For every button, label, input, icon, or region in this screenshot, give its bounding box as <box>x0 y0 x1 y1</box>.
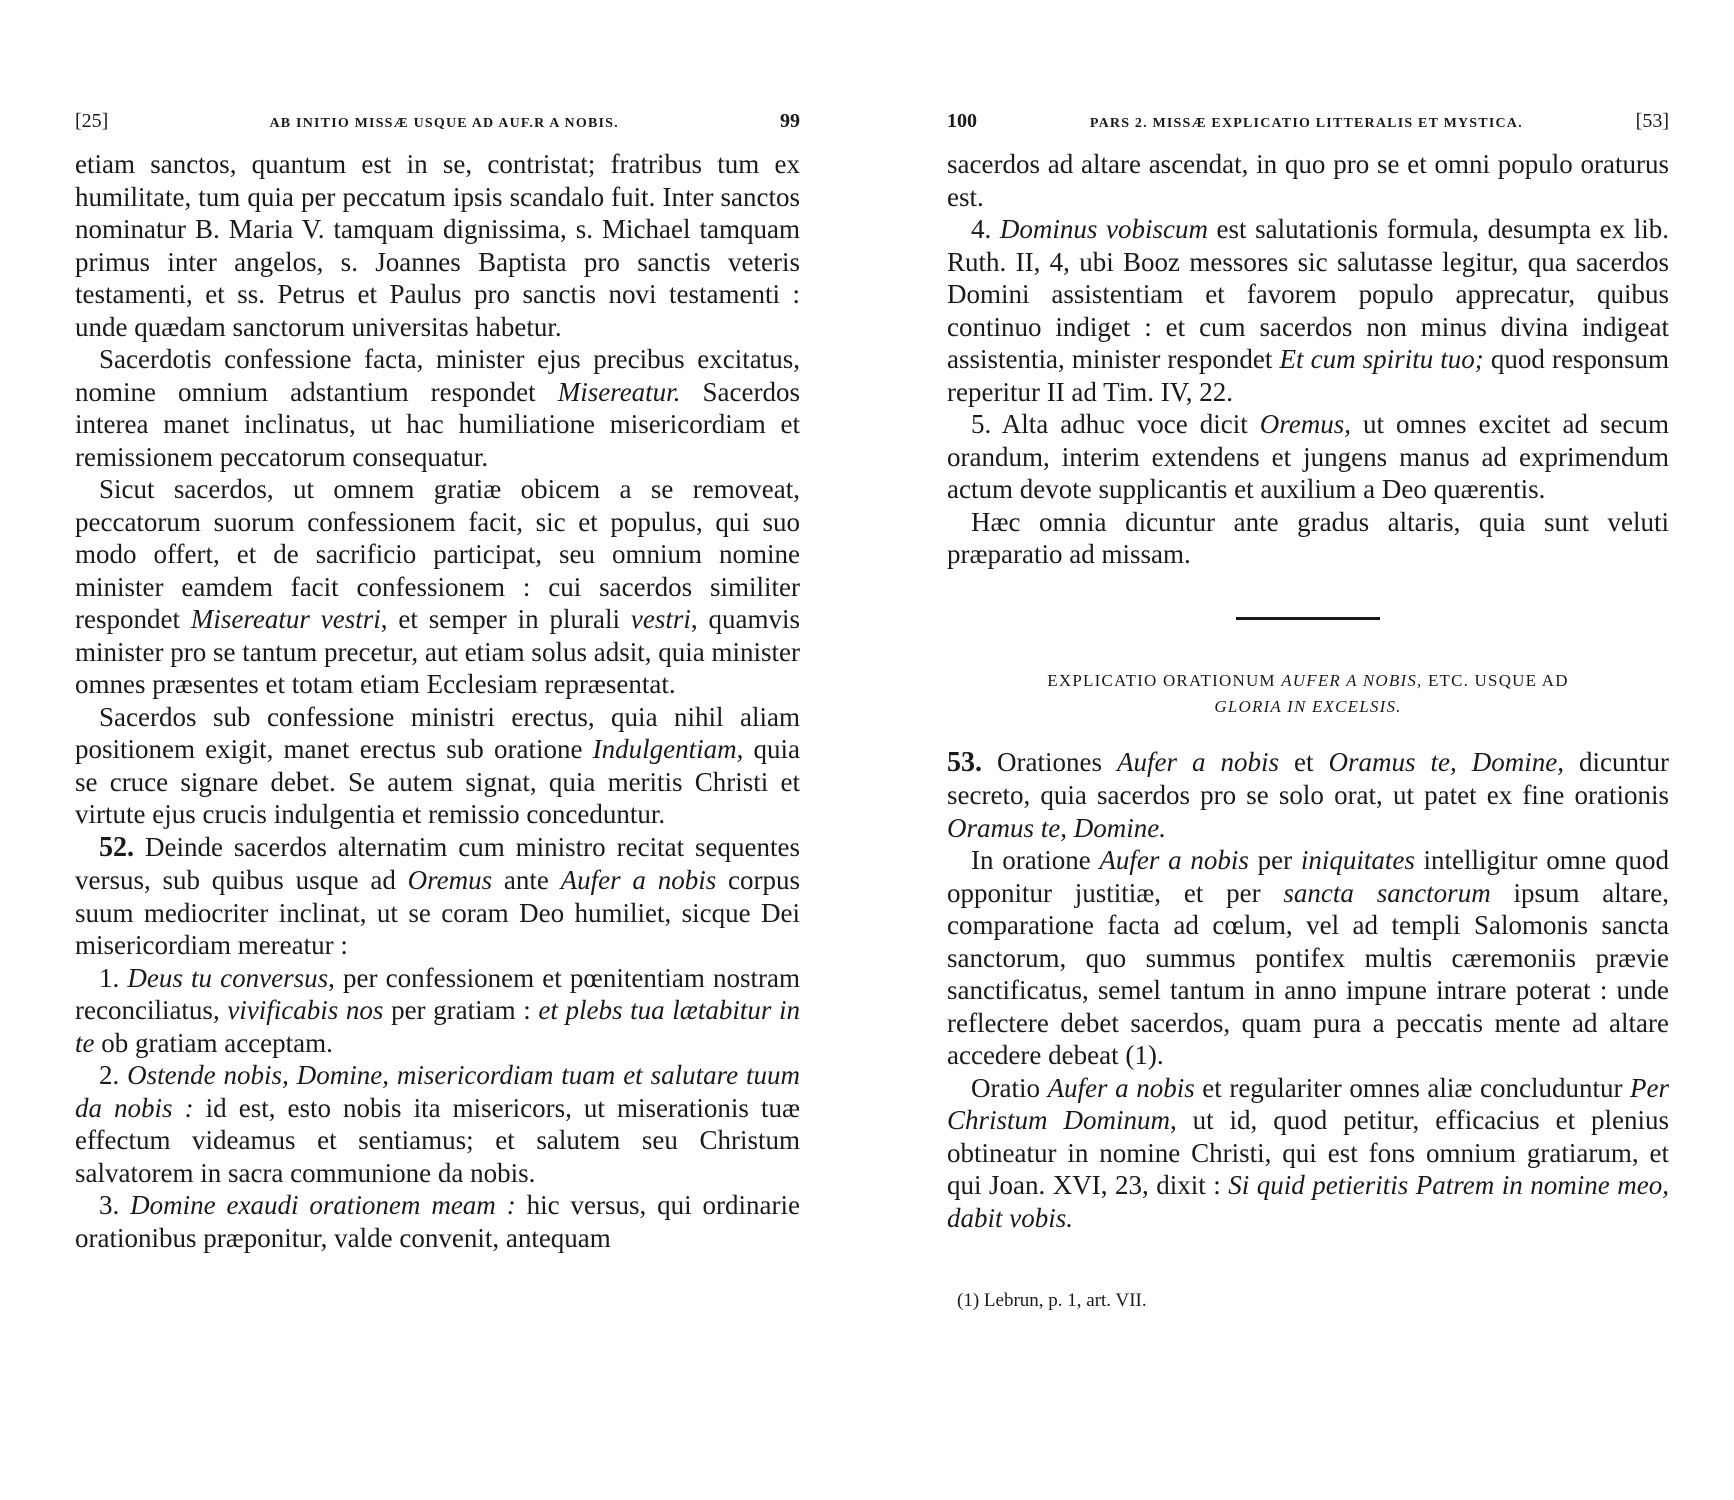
left-page <box>75 110 800 1254</box>
divider-rule <box>1236 617 1380 620</box>
paragraph: Oratio Aufer a nobis et regulariter omnes aliæ concluduntur Per Christum Dominum, ut id, quod petitur, efficacius et plenius obtineatur in nomine Christi, qui est fons omnium gratiarum, et qui Joan. XVI, 23, dixit : Si quid petieritis Patrem in nomine meo, dabit vobis. <box>947 1072 1669 1233</box>
section-divider <box>947 617 1669 620</box>
paragraph: Sicut sacerdos, ut omnem gratiæ obicem a se removeat, peccatorum suorum confessionem facit, sic et populus, qui suo modo offert, et de sacrificio participat, seu omnium nomine minister eamdem facit confessionem : cui sacerdos similiter respondet Misereatur vestri, et semper in plurali vestri, quamvis minister pro se tantum precetur, aut etiam solus adsit, quia minister omnes præsentes et totam etiam Ecclesiam repræsentat. <box>75 474 800 699</box>
paragraph-52: 52. Deinde sacerdos alternatim cum ministro recitat sequentes versus, sub quibus usque ad Oremus ante Aufer a nobis corpus suum mediocriter inclinat, ut se coram Deo humiliet, sicque Dei misericordiam mereatur : <box>75 831 800 960</box>
right-body-text-lower <box>947 746 1669 1235</box>
verse-4: 4. Dominus vobiscum est salutationis formula, desumpta ex lib. Ruth. II, 4, ubi Booz messores sic salutasse legitur, qua sacerdos Domini assistentiam et favorem populo apprecatur, quibus continuo indiget : et cum sacerdos non minus divina indigeat assistentia, minister respondet Et cum spiritu tuo; quod responsum reperitur II ad Tim. IV, 22. <box>947 214 1670 407</box>
verse-1: 1. Deus tu conversus, per confessionem et pœnitentiam nostram reconciliatus, vivificabis nos per gratiam : et plebs tua lætabitur in te ob gratiam acceptam. <box>75 962 800 1058</box>
paragraph: etiam sanctos, quantum est in se, contristat; fratribus tum ex humilitate, tum quia per peccatum ipsis scandalo fuit. Inter sanctos nominatur B. Maria V. tamquam dignissima, s. Michael tamquam primus inter angelos, s. Joannes Baptista pro sanctis veteris testamenti, et ss. Petrus et Paulus pro sanctis novi testamenti : unde quædam sanctorum universitas habetur. <box>75 149 800 342</box>
right-page <box>947 110 1669 1312</box>
right-running-title: PARS 2. MISSÆ EXPLICATIO LITTERALIS ET MYSTICA. <box>1089 116 1523 131</box>
right-running-head <box>947 110 1669 140</box>
left-body-text <box>75 148 800 1254</box>
section-number: 52. <box>99 831 134 863</box>
right-page-number: 100 <box>947 110 977 132</box>
paragraph: Hæc omnia dicuntur ante gradus altaris, quia sunt veluti præparatio ad missam. <box>947 506 1669 569</box>
left-running-title: AB INITIO MISSÆ USQUE AD AUF.R A NOBIS. <box>269 116 619 131</box>
paragraph: Sacerdotis confessione facta, minister ejus precibus excitatus, nomine omnium adstantium respondet Misereatur. Sacerdos interea manet inclinatus, ut hac humiliatione misericordiam et remissionem peccatorum consequatur. <box>75 344 800 472</box>
paragraph: Sacerdos sub confessione ministri erectus, quia nihil aliam positionem exigit, manet erectus sub oratione Indulgentiam, quia se cruce signare debet. Se autem signat, quia meritis Christi et virtute ejus crucis indulgentia et remissio conceduntur. <box>75 701 800 829</box>
verse-5: 5. Alta adhuc voce dicit Oremus, ut omnes excitet ad secum orandum, interim extendens et jungens manus ad exprimendum actum devote supplicantis et auxilium a Deo quærentis. <box>947 409 1669 504</box>
verse-2: 2. Ostende nobis, Domine, misericordiam tuam et salutare tuum da nobis : id est, esto nobis ita misericors, ut miserationis tuæ effectum videamus et sentiamus; et salutem seu Christum salvatorem in sacra communione da nobis. <box>75 1060 801 1188</box>
footnote: (1) Lebrun, p. 1, art. VII. <box>957 1290 1147 1311</box>
paragraph: sacerdos ad altare ascendat, in quo pro se et omni populo oraturus est. <box>947 149 1669 212</box>
section-number: 53. <box>947 746 982 778</box>
right-signature-mark: [53] <box>1635 110 1669 132</box>
left-page-number: 99 <box>780 110 800 132</box>
paragraph-53: 53. Orationes Aufer a nobis et Oramus te, Domine, dicuntur secreto, quia sacerdos pro se solo orat, ut patet ex fine orationis Oramus te, Domine. <box>947 746 1669 843</box>
right-body-text <box>947 148 1669 571</box>
verse-3: 3. Domine exaudi orationem meam : hic versus, qui ordinarie orationibus præponitur, valde convenit, antequam <box>75 1190 801 1253</box>
left-running-head <box>75 110 800 140</box>
paragraph: In oratione Aufer a nobis per iniquitates intelligitur omne quod opponitur justitiæ, et per sancta sanctorum ipsum altare, comparatione facta ad cœlum, vel ad templi Salomonis sancta sanctorum, quo summus pontifex multis cæremoniis prævie sanctificatus, semel tantum in anno impune intrare poterat : unde reflectere debet sacerdos, quam pura a peccatis mente ad altare accedere debeat (1). <box>947 845 1669 1070</box>
left-signature-mark: [25] <box>75 110 109 132</box>
section-heading: EXPLICATIO ORATIONUM AUFER A NOBIS, ETC. USQUE AD GLORIA IN EXCELSIS. <box>1047 670 1569 716</box>
